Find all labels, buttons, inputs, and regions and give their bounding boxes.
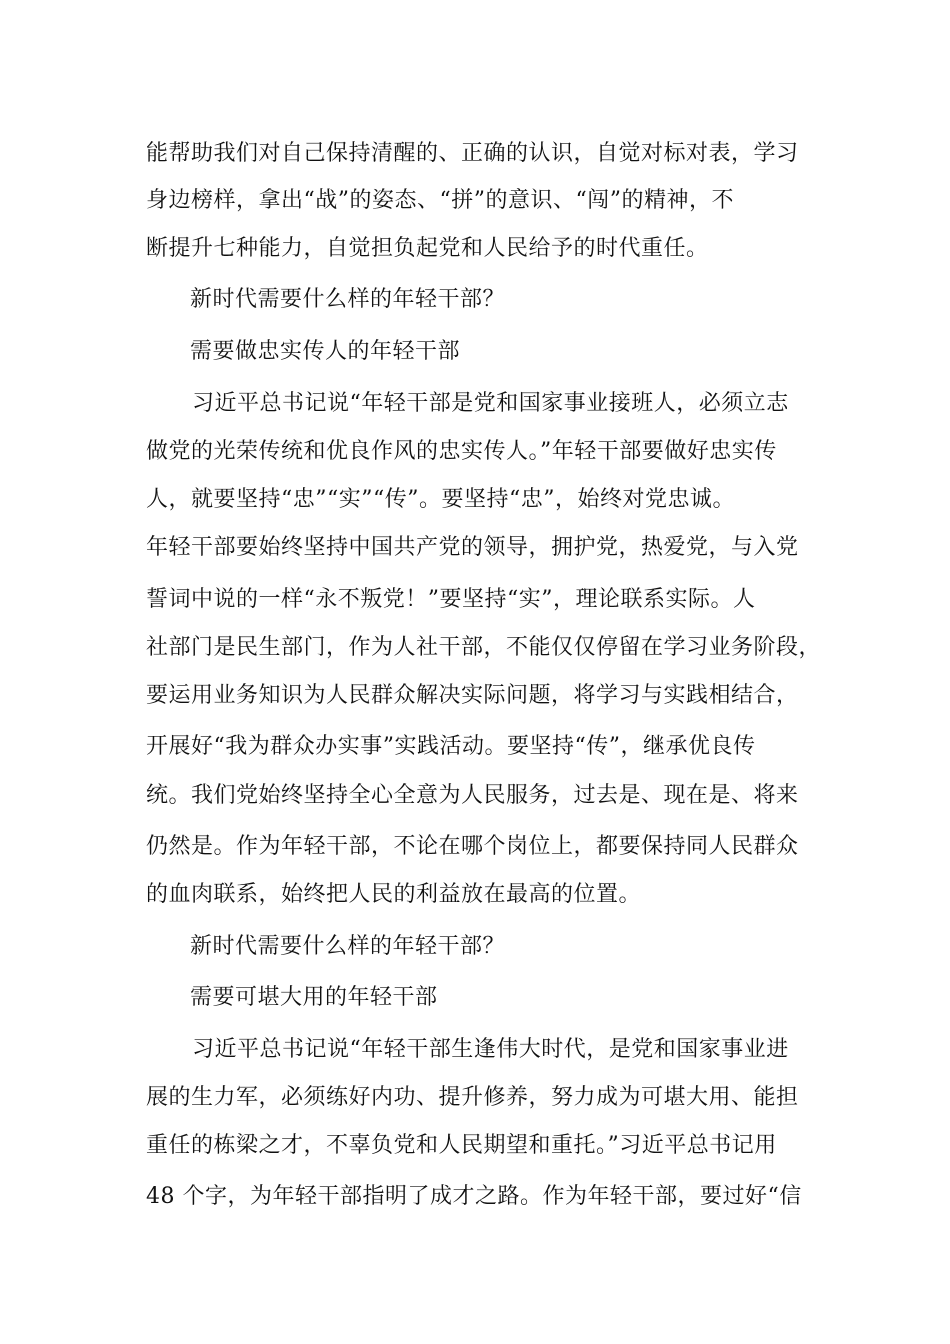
paragraph-line: 做党的光荣传统和优良作风的忠实传人。”年轻干部要做好忠实传 [146,439,777,464]
paragraph-line: 仍然是。作为年轻干部，不论在哪个岗位上，都要保持同人民群众 [146,834,799,859]
paragraph-line: 开展好“我为群众办实事”实践活动。要坚持“传”，继承优良传 [146,734,756,759]
paragraph-line: 断提升七种能力，自觉担负起党和人民给予的时代重任。 [146,236,709,261]
paragraph-line: 身边榜样，拿出“战”的姿态、“拼”的意识、“闯”的精神，不 [146,188,734,213]
paragraph-line: 人，就要坚持“忠”“实”“传”。要坚持“忠”，始终对党忠诚。 [146,487,735,512]
paragraph-line: 年轻干部要始终坚持中国共产党的领导，拥护党，热爱党，与入党 [146,535,799,560]
paragraph-line: 展的生力军，必须练好内功、提升修养，努力成为可堪大用、能担 [146,1085,799,1110]
paragraph-line: 的血肉联系，始终把人民的利益放在最高的位置。 [146,882,642,907]
paragraph-line: 习近平总书记说“年轻干部是党和国家事业接班人，必须立志 [192,391,789,416]
paragraph-line: 统。我们党始终坚持全心全意为人民服务，过去是、现在是、将来 [146,783,799,808]
paragraph-line: 习近平总书记说“年轻干部生逢伟大时代，是党和国家事业进 [192,1037,789,1062]
paragraph-line: 48 个字，为年轻干部指明了成才之路。作为年轻干部，要过好“信 [146,1184,802,1209]
question-heading: 新时代需要什么样的年轻干部？ [190,287,506,312]
paragraph-line: 社部门是民生部门，作为人社干部，不能仅仅停留在学习业务阶段， [146,635,822,660]
question-heading: 新时代需要什么样的年轻干部？ [190,934,506,959]
paragraph-line: 要运用业务知识为人民群众解决实际问题，将学习与实践相结合， [146,683,799,708]
section-heading: 需要可堪大用的年轻干部 [190,985,438,1010]
paragraph-line: 誓词中说的一样“永不叛党！”要坚持“实”，理论联系实际。人 [146,587,756,612]
paragraph-line: 能帮助我们对自己保持清醒的、正确的认识，自觉对标对表，学习 [146,141,799,166]
paragraph-line: 重任的栋梁之才，不辜负党和人民期望和重托。”习近平总书记用 [146,1133,777,1158]
section-heading: 需要做忠实传人的年轻干部 [190,339,461,364]
